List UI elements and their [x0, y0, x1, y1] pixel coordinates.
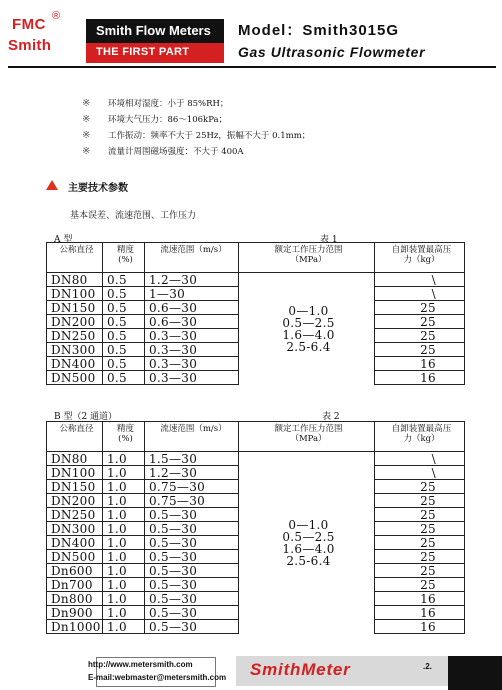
cell-max-load: 16	[375, 357, 465, 371]
cell-accuracy: 0.5	[103, 371, 145, 385]
tagline: THE FIRST PART	[96, 46, 190, 58]
cell-max-load: 25	[375, 578, 465, 592]
note-item	[82, 128, 310, 144]
logo-smith: Smith	[8, 37, 52, 54]
cell-accuracy: 1.0	[103, 606, 145, 620]
cell-accuracy: 0.5	[103, 273, 145, 287]
cell-speed: 1.5—30	[145, 452, 239, 466]
cell-max-load: 16	[375, 620, 465, 634]
cell-diameter: Dn600	[47, 564, 103, 578]
cell-max-load: 25	[375, 508, 465, 522]
cell-max-load: 25	[375, 480, 465, 494]
cell-diameter: DN250	[47, 508, 103, 522]
note-text: 环境相对湿度：小于 85%RH；	[108, 99, 229, 109]
cell-max-load: 16	[375, 371, 465, 385]
note-mark-icon: ※	[82, 98, 91, 109]
cell-accuracy: 1.0	[103, 508, 145, 522]
cell-accuracy: 0.5	[103, 343, 145, 357]
logo-fmc: FMC	[12, 16, 46, 33]
cell-diameter: DN200	[47, 494, 103, 508]
cell-diameter: DN500	[47, 371, 103, 385]
pressure-range-value: 1.6—4.0	[282, 327, 335, 342]
note-mark-icon: ※	[82, 146, 91, 157]
cell-max-load: 16	[375, 606, 465, 620]
col-header-diameter: 公称直径	[47, 243, 103, 273]
environment-notes	[82, 96, 310, 160]
table-row	[47, 273, 465, 287]
cell-max-load: 25	[375, 536, 465, 550]
cell-speed: 0.5—30	[145, 522, 239, 536]
cell-speed: 1—30	[145, 287, 239, 301]
cell-accuracy: 1.0	[103, 494, 145, 508]
cell-diameter: DN200	[47, 315, 103, 329]
col-header-speed: 流速范围（m/s）	[145, 243, 239, 273]
col-header-load: 自卸装置最高压 力（kg）	[375, 243, 465, 273]
col-header-accuracy: 精度 (%)	[103, 422, 145, 452]
cell-max-load: 25	[375, 315, 465, 329]
cell-speed: 0.3—30	[145, 329, 239, 343]
table-b-type-label: B 型（2 通道）	[54, 412, 118, 422]
note-item	[82, 144, 310, 160]
cell-speed: 0.75—30	[145, 494, 239, 508]
cell-speed: 0.5—30	[145, 536, 239, 550]
note-item	[82, 96, 310, 112]
cell-max-load: 25	[375, 564, 465, 578]
cell-max-load: \	[375, 466, 465, 480]
cell-accuracy: 1.0	[103, 564, 145, 578]
cell-accuracy: 1.0	[103, 452, 145, 466]
page-header	[0, 0, 502, 70]
brand-name: Smith Flow Meters	[96, 23, 211, 38]
pressure-range-value: 0.5—2.5	[282, 529, 335, 544]
note-mark-icon: ※	[82, 130, 91, 141]
spec-table-b	[46, 421, 465, 634]
cell-diameter: DN250	[47, 329, 103, 343]
pressure-range-value: 0—1.0	[288, 517, 329, 532]
cell-speed: 0.3—30	[145, 371, 239, 385]
cell-accuracy: 1.0	[103, 620, 145, 634]
cell-diameter: Dn800	[47, 592, 103, 606]
note-mark-icon: ※	[82, 114, 91, 125]
model-title: Model：Smith3015G	[238, 22, 400, 39]
cell-pressure-range	[239, 452, 375, 634]
cell-speed: 0.5—30	[145, 550, 239, 564]
cell-speed: 0.75—30	[145, 480, 239, 494]
footer-dark-block	[448, 656, 502, 690]
cell-speed: 0.3—30	[145, 357, 239, 371]
cell-diameter: Dn900	[47, 606, 103, 620]
footer-url[interactable]: http://www.metersmith.com	[88, 660, 193, 669]
cell-accuracy: 1.0	[103, 480, 145, 494]
cell-max-load: \	[375, 452, 465, 466]
cell-diameter: DN150	[47, 480, 103, 494]
cell-diameter: DN400	[47, 357, 103, 371]
cell-diameter: DN100	[47, 466, 103, 480]
cell-speed: 0.5—30	[145, 606, 239, 620]
cell-diameter: DN150	[47, 301, 103, 315]
pressure-range-value: 1.6—4.0	[282, 541, 335, 556]
cell-diameter: DN300	[47, 343, 103, 357]
table-row	[47, 452, 465, 466]
cell-max-load: 25	[375, 329, 465, 343]
col-header-load: 自卸装置最高压 力（kg）	[375, 422, 465, 452]
col-header-pressure: 额定工作压力范围 （MPa）	[239, 422, 375, 452]
cell-accuracy: 0.5	[103, 357, 145, 371]
footer-email[interactable]: E-mail:webmaster@metersmith.com	[88, 673, 227, 682]
cell-max-load: 25	[375, 301, 465, 315]
cell-max-load: \	[375, 287, 465, 301]
cell-speed: 0.6—30	[145, 301, 239, 315]
cell-diameter: Dn700	[47, 578, 103, 592]
pressure-range-value: 2.5-6.4	[286, 553, 331, 568]
cell-accuracy: 0.5	[103, 301, 145, 315]
cell-speed: 0.5—30	[145, 578, 239, 592]
cell-accuracy: 1.0	[103, 466, 145, 480]
col-header-speed: 流速范围（m/s）	[145, 422, 239, 452]
cell-max-load: 25	[375, 494, 465, 508]
cell-accuracy: 1.0	[103, 550, 145, 564]
cell-speed: 1.2—30	[145, 273, 239, 287]
cell-accuracy: 1.0	[103, 578, 145, 592]
registered-mark: ®	[52, 10, 61, 22]
cell-accuracy: 1.0	[103, 522, 145, 536]
table-a-type-label: A 型	[54, 235, 73, 245]
table-header-row	[47, 422, 465, 452]
cell-max-load: 16	[375, 592, 465, 606]
col-header-accuracy: 精度 (%)	[103, 243, 145, 273]
table-b-caption: 表 2	[322, 412, 340, 422]
cell-speed: 1.2—30	[145, 466, 239, 480]
cell-speed: 0.5—30	[145, 564, 239, 578]
cell-accuracy: 0.5	[103, 287, 145, 301]
cell-max-load: 25	[375, 343, 465, 357]
cell-speed: 0.6—30	[145, 315, 239, 329]
cell-speed: 0.3—30	[145, 343, 239, 357]
cell-diameter: DN80	[47, 273, 103, 287]
cell-speed: 0.5—30	[145, 508, 239, 522]
section-title: 主要技术参数	[68, 183, 128, 194]
header-divider	[8, 66, 496, 68]
product-title: Gas Ultrasonic Flowmeter	[238, 44, 426, 60]
cell-accuracy: 1.0	[103, 592, 145, 606]
pressure-range-value: 0.5—2.5	[282, 315, 335, 330]
col-header-diameter: 公称直径	[47, 422, 103, 452]
cell-diameter: DN300	[47, 522, 103, 536]
pressure-range-value: 2.5-6.4	[286, 339, 331, 354]
cell-max-load: 25	[375, 550, 465, 564]
section-triangle-icon	[46, 180, 58, 190]
cell-accuracy: 1.0	[103, 536, 145, 550]
cell-diameter: DN100	[47, 287, 103, 301]
cell-speed: 0.5—30	[145, 592, 239, 606]
cell-speed: 0.5—30	[145, 620, 239, 634]
note-text: 环境大气压力：86～106kPa；	[108, 115, 228, 125]
note-text: 工作振动：频率不大于 25Hz，振幅不大于 0.1mm；	[108, 131, 311, 141]
cell-accuracy: 0.5	[103, 315, 145, 329]
cell-diameter: DN80	[47, 452, 103, 466]
section-subtitle: 基本误差、流速范围、工作压力	[70, 211, 197, 221]
note-text: 流量计周围磁场强度：不大于 400A	[108, 147, 244, 157]
cell-max-load: \	[375, 273, 465, 287]
note-item	[82, 112, 310, 128]
spec-table-a	[46, 242, 465, 385]
cell-diameter: DN400	[47, 536, 103, 550]
col-header-pressure: 额定工作压力范围 （MPa）	[239, 243, 375, 273]
page-number: .2.	[423, 662, 432, 671]
cell-pressure-range	[239, 273, 375, 385]
cell-diameter: Dn1000	[47, 620, 103, 634]
table-header-row	[47, 243, 465, 273]
cell-diameter: DN500	[47, 550, 103, 564]
cell-accuracy: 0.5	[103, 329, 145, 343]
table-a-caption: 表 1	[320, 235, 338, 245]
cell-max-load: 25	[375, 522, 465, 536]
pressure-range-value: 0—1.0	[288, 303, 329, 318]
footer-logo: SmithMeter	[250, 660, 351, 679]
